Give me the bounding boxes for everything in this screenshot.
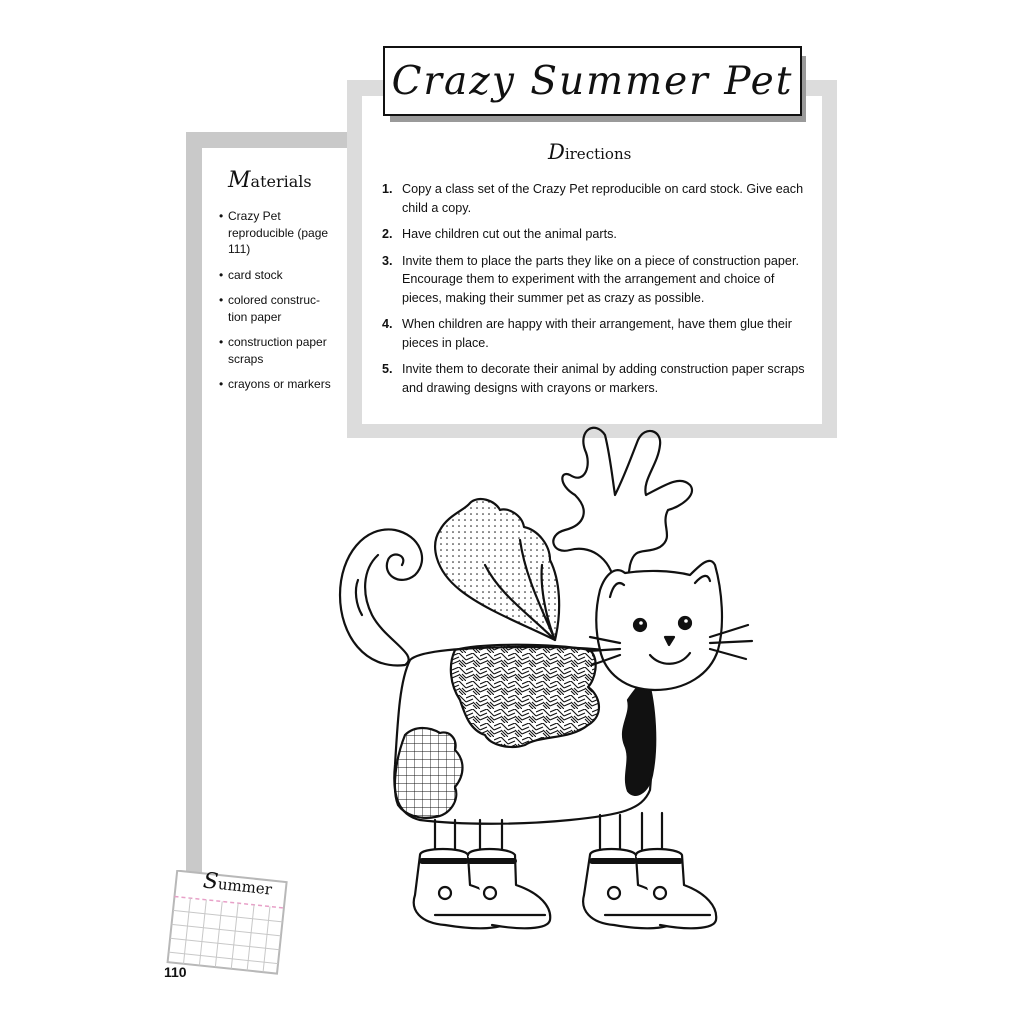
step-text: Have children cut out the animal parts. xyxy=(402,227,617,241)
materials-item: • crayons or markers xyxy=(218,376,336,393)
tail xyxy=(340,529,422,665)
wing xyxy=(435,499,559,640)
step-number: 5. xyxy=(382,362,393,376)
materials-item: • card stock xyxy=(218,267,336,284)
materials-list xyxy=(218,208,336,402)
step-text: When children are happy with their arrangement, have them glue their pieces in place. xyxy=(402,317,792,350)
direction-step xyxy=(380,315,810,352)
step-text: Copy a class set of the Crazy Pet reproducible on card stock. Give each child a copy. xyxy=(402,182,804,215)
direction-step xyxy=(380,360,810,397)
cat-head xyxy=(596,561,722,690)
materials-heading-rest: aterials xyxy=(250,172,312,191)
directions-heading xyxy=(548,140,631,164)
direction-step xyxy=(380,225,810,244)
directions-heading-initial: D xyxy=(548,140,565,164)
materials-item: • colored construc-tion paper xyxy=(218,292,336,325)
page-title: Crazy Summer Pet xyxy=(391,58,794,104)
direction-step xyxy=(380,180,810,217)
materials-item: • construction paper scraps xyxy=(218,334,336,367)
sneaker-group xyxy=(414,849,716,928)
materials-heading xyxy=(228,168,312,193)
step-text: Invite them to place the parts they like on a piece of construction paper. Encourage them to experiment with the arrangement and choice of pieces, making their summer pet as crazy as possible. xyxy=(402,253,799,305)
materials-item: • Crazy Pet reproducible (page 111) xyxy=(218,208,336,258)
directions-list xyxy=(380,180,810,405)
section-tab-initial: S xyxy=(201,868,220,895)
eye-left xyxy=(634,619,646,631)
step-number: 1. xyxy=(382,182,393,196)
crazy-pet-illustration xyxy=(270,415,770,945)
directions-heading-rest: irections xyxy=(564,145,632,163)
section-tab-rest: ummer xyxy=(217,874,273,899)
step-number: 3. xyxy=(382,253,393,268)
step-number: 4. xyxy=(382,317,393,331)
page-number: 110 xyxy=(164,964,187,980)
direction-step xyxy=(380,252,810,308)
step-text: Invite them to decorate their animal by adding construction paper scraps and drawing designs with crayons or markers. xyxy=(402,362,805,395)
materials-heading-initial: M xyxy=(228,168,251,193)
step-number: 2. xyxy=(382,227,393,241)
title-banner xyxy=(383,46,802,116)
antler-left xyxy=(553,428,692,595)
plaid-patch xyxy=(395,728,463,818)
eye-right xyxy=(679,617,691,629)
